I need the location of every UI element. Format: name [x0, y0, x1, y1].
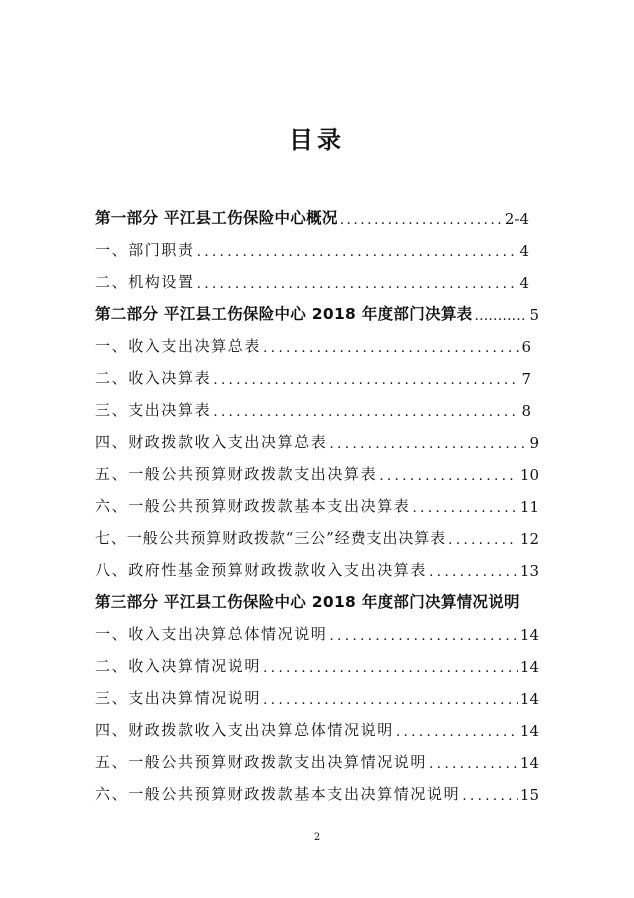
- toc-entry-text: 一、收入支出决算总表: [95, 337, 262, 355]
- toc-entry-text: 一、收入支出决算总体情况说明: [95, 625, 328, 643]
- toc-entry-page: 14: [519, 722, 539, 740]
- toc-leader-dots: [396, 724, 518, 740]
- toc-entry-page: 10: [519, 466, 539, 484]
- toc-entry-text: 二、收入决算表: [95, 369, 212, 387]
- toc-entry-page: 4: [519, 274, 529, 292]
- toc-leader-dots: [329, 628, 518, 644]
- toc-leader-dots: [429, 756, 518, 772]
- page-title: 目录: [289, 126, 345, 154]
- toc-entry[interactable]: [95, 712, 539, 740]
- toc-entry-text: 五、一般公共预算财政拨款支出决算情况说明: [95, 753, 428, 771]
- toc-entry[interactable]: [95, 520, 539, 548]
- toc-leader-dots: [263, 340, 519, 356]
- toc-leader-dots: [379, 468, 518, 484]
- toc-entry-page: 4: [519, 242, 529, 260]
- toc-leader-dots: [197, 244, 518, 260]
- toc-entry[interactable]: [95, 328, 531, 356]
- toc-leader-dots: [329, 436, 527, 452]
- toc-entry-page: 12: [519, 530, 539, 548]
- toc-entry[interactable]: [95, 680, 539, 708]
- toc-entry-text: 五、一般公共预算财政拨款支出决算表: [95, 465, 378, 483]
- toc-entry[interactable]: [95, 744, 539, 772]
- toc-entry[interactable]: [95, 456, 539, 484]
- toc-entry[interactable]: [95, 776, 539, 804]
- toc-entry-text: 六、一般公共预算财政拨款基本支出决算情况说明: [95, 785, 461, 803]
- toc-entry-page: 11: [519, 498, 539, 516]
- toc-leader-dots: [412, 500, 518, 516]
- toc-leader-dots: [263, 692, 518, 708]
- toc-entry-text: 四、财政拨款收入支出决算总表: [95, 433, 328, 451]
- toc-leader-dots: [263, 660, 518, 676]
- toc-entry[interactable]: [95, 488, 539, 516]
- toc-entry-text: 二、机构设置: [95, 273, 195, 291]
- toc-entry[interactable]: [95, 616, 539, 644]
- toc-entry[interactable]: [95, 232, 529, 260]
- toc-entry-page: 6: [521, 338, 531, 356]
- toc-entry-text: 四、财政拨款收入支出决算总体情况说明: [95, 721, 394, 739]
- toc-entry-page: 14: [519, 690, 539, 708]
- toc-entry-part-3[interactable]: [95, 584, 539, 612]
- toc-entry-page: 14: [519, 626, 539, 644]
- toc-entry-text: 一、部门职责: [95, 241, 195, 259]
- toc-entry-page: 5: [529, 306, 539, 324]
- toc-entry-page: 9: [529, 434, 539, 452]
- toc-entry-page: 7: [521, 370, 531, 388]
- toc-entry-text: 六、一般公共预算财政拨款基本支出决算表: [95, 497, 411, 515]
- toc-entry-page: 15: [519, 786, 539, 804]
- toc-entry-text: 第三部分 平江县工伤保险中心 2018 年度部门决算情况说明: [95, 593, 520, 611]
- toc-entry[interactable]: [95, 360, 531, 388]
- toc-entry-part-2[interactable]: [95, 296, 539, 324]
- toc-entry[interactable]: [95, 648, 539, 676]
- toc-leader-dots: [213, 404, 519, 420]
- toc-entry-part-1[interactable]: [95, 200, 529, 228]
- toc-entry[interactable]: [95, 264, 529, 292]
- page-number: 2: [313, 832, 321, 843]
- toc-entry-page: 8: [521, 402, 531, 420]
- toc-entry-text: 第二部分 平江县工伤保险中心 2018 年度部门决算表: [95, 305, 473, 323]
- toc-leader-dots: [340, 212, 503, 228]
- toc-entry-page: 13: [519, 562, 539, 580]
- toc-entry-page: 14: [519, 754, 539, 772]
- toc-entry-text: 第一部分 平江县工伤保险中心概况: [95, 209, 338, 227]
- toc-entry-page: 14: [519, 658, 539, 676]
- toc-leader-dots: [448, 532, 518, 548]
- toc-leader-dots: [474, 308, 527, 324]
- toc-entry-text: 七、一般公共预算财政拨款“三公”经费支出决算表: [95, 529, 447, 547]
- toc-leader-dots: [213, 372, 519, 388]
- toc-entry-page: 2-4: [504, 210, 529, 228]
- toc-entry-text: 三、支出决算情况说明: [95, 689, 262, 707]
- toc-leader-dots: [197, 276, 518, 292]
- toc-entry[interactable]: [95, 552, 539, 580]
- toc-entry[interactable]: [95, 392, 531, 420]
- toc-leader-dots: [429, 564, 518, 580]
- toc-entry-text: 三、支出决算表: [95, 401, 212, 419]
- toc-entry[interactable]: [95, 424, 539, 452]
- toc-entry-text: 八、政府性基金预算财政拨款收入支出决算表: [95, 561, 428, 579]
- toc-entry-text: 二、收入决算情况说明: [95, 657, 262, 675]
- toc-leader-dots: [462, 788, 518, 804]
